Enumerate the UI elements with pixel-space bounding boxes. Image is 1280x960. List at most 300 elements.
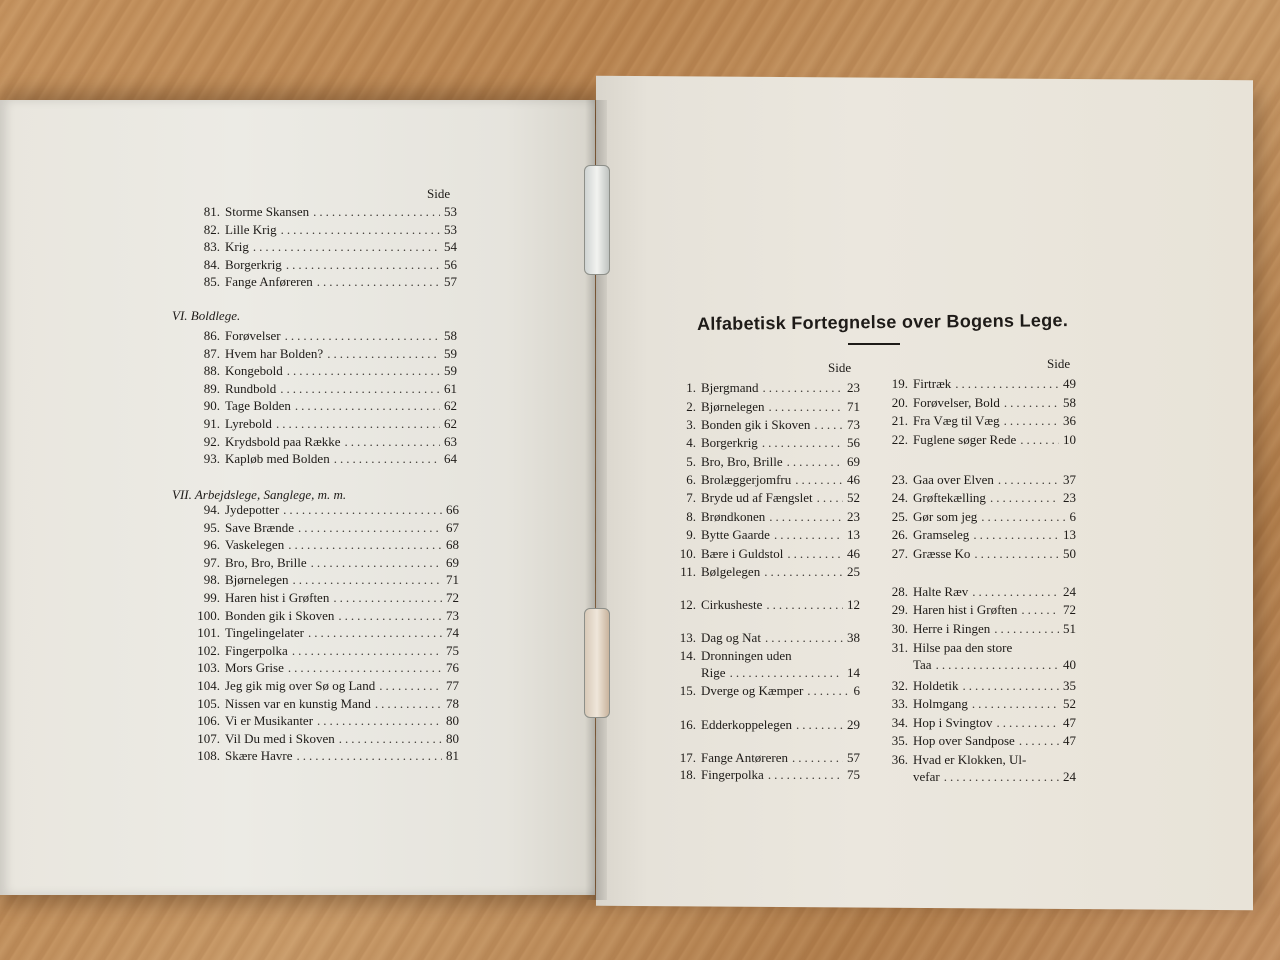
entry-title: Hilse paa den store xyxy=(913,640,1013,655)
entry-number: 88. xyxy=(203,363,220,379)
entry-title: Krig xyxy=(225,239,249,255)
entry-number: 12. xyxy=(679,597,696,612)
dot-leader xyxy=(375,696,442,712)
dot-leader xyxy=(974,546,1059,562)
toc-entry xyxy=(884,527,1076,543)
entry-page: 69 xyxy=(847,454,860,469)
entry-title: Save Brænde xyxy=(225,519,294,535)
entry-number: 92. xyxy=(203,433,220,449)
entry-title: Tage Bolden xyxy=(225,398,291,414)
entry-title: Hop i Svingtov xyxy=(913,715,993,730)
entry-number: 2. xyxy=(686,399,696,414)
entry-number: 89. xyxy=(203,380,220,396)
entry-title: Fingerpolka xyxy=(225,642,288,658)
toc-entry xyxy=(190,222,457,238)
entry-title: Cirkusheste xyxy=(701,597,763,612)
entry-title: Firtræk xyxy=(913,376,952,391)
toc-entry xyxy=(190,731,459,747)
entry-title: Bytte Gaarde xyxy=(701,527,770,542)
entry-number: 33. xyxy=(891,696,908,711)
entry-title: Hop over Sandpose xyxy=(913,733,1015,748)
toc-entry xyxy=(190,643,459,659)
entry-page: 80 xyxy=(446,713,459,729)
entry-page: 72 xyxy=(446,590,459,605)
dot-leader xyxy=(1004,395,1059,411)
entry-title: Tingelingelater xyxy=(225,625,304,641)
dot-leader xyxy=(973,527,1059,543)
entry-number: 11. xyxy=(680,564,696,579)
entry-page: 53 xyxy=(444,204,457,219)
entry-number: 104. xyxy=(197,678,220,693)
dot-leader xyxy=(981,509,1065,525)
entry-title: Mors Grise xyxy=(225,660,284,676)
toc-entry xyxy=(190,398,457,414)
toc-entry xyxy=(190,451,457,467)
entry-page: 77 xyxy=(446,678,459,693)
entry-title: Edderkoppelegen xyxy=(701,717,792,732)
entry-number: 108. xyxy=(197,748,220,764)
dot-leader xyxy=(990,490,1059,506)
dot-leader xyxy=(334,451,440,467)
entry-title: Holmgang xyxy=(913,696,968,711)
entry-number: 15. xyxy=(679,683,696,698)
toc-entry xyxy=(190,274,457,290)
entry-number: 86. xyxy=(203,328,220,343)
entry-title-continued: vefar xyxy=(913,769,940,784)
entry-number: 16. xyxy=(679,717,696,732)
dot-leader xyxy=(298,520,442,536)
entry-number: 102. xyxy=(197,642,220,658)
entry-page: 59 xyxy=(444,363,457,379)
toc-entry xyxy=(190,502,459,518)
entry-page: 46 xyxy=(847,546,860,561)
dot-leader xyxy=(286,257,440,273)
entry-page: 35 xyxy=(1063,678,1076,693)
entry-page: 51 xyxy=(1063,621,1076,636)
entry-title: Fange Antøreren xyxy=(701,750,789,765)
toc-entry xyxy=(190,678,459,694)
entry-number: 7. xyxy=(686,490,696,505)
entry-title: Kapløb med Bolden xyxy=(225,451,330,467)
entry-title: Bro, Bro, Brille xyxy=(701,454,783,469)
dot-leader xyxy=(796,717,843,733)
entry-number: 19. xyxy=(891,376,908,391)
entry-number: 30. xyxy=(891,621,908,636)
entry-number: 29. xyxy=(891,602,908,617)
entry-title: Jeg gik mig over Sø og Land xyxy=(225,678,376,693)
toc-entry xyxy=(676,564,860,580)
entry-number: 87. xyxy=(203,345,220,361)
entry-title: Fingerpolka xyxy=(701,767,764,782)
entry-number: 105. xyxy=(197,695,220,711)
entry-number: 9. xyxy=(686,527,696,542)
entry-number: 32. xyxy=(891,678,908,693)
dot-leader xyxy=(281,222,440,238)
toc-entry xyxy=(190,625,459,641)
dot-leader xyxy=(1020,432,1059,448)
toc-entry xyxy=(676,648,792,664)
dot-leader xyxy=(1019,733,1059,749)
entry-page: 59 xyxy=(444,345,457,361)
entry-page: 75 xyxy=(847,767,860,782)
entry-title: Haren hist i Grøften xyxy=(225,590,330,605)
toc-entry xyxy=(190,239,457,255)
entry-title: Jydepotter xyxy=(225,502,280,517)
entry-title: Græsse Ko xyxy=(913,546,971,561)
toc-entry-continued xyxy=(701,665,860,681)
toc-entry-continued xyxy=(913,769,1076,785)
dot-leader xyxy=(769,399,843,415)
entry-page: 73 xyxy=(446,607,459,623)
toc-entry xyxy=(676,683,860,699)
toc-entry xyxy=(676,509,860,525)
entry-page: 63 xyxy=(444,433,457,449)
entry-page: 58 xyxy=(1063,395,1076,410)
entry-number: 98. xyxy=(203,572,220,588)
dot-leader xyxy=(1021,602,1059,618)
entry-page: 61 xyxy=(444,380,457,396)
entry-page: 50 xyxy=(1063,546,1076,561)
dot-leader xyxy=(817,490,843,506)
toc-entry xyxy=(190,555,459,571)
toc-entry xyxy=(676,546,860,562)
entry-page: 67 xyxy=(446,519,459,535)
entry-title: Bjørnelegen xyxy=(701,399,765,414)
entry-title: Storme Skansen xyxy=(225,204,310,219)
entry-title: Nissen var en kunstig Mand xyxy=(225,695,371,711)
dot-leader xyxy=(807,683,849,699)
entry-title: Grøftekælling xyxy=(913,490,986,505)
entry-title: Brolæggerjomfru xyxy=(701,472,792,487)
entry-number: 6. xyxy=(686,472,696,487)
entry-number: 3. xyxy=(686,417,696,432)
entry-title: Holdetik xyxy=(913,678,959,693)
dot-leader xyxy=(333,590,442,606)
toc-entry xyxy=(884,602,1076,618)
entry-number: 103. xyxy=(197,660,220,676)
toc-entry xyxy=(884,509,1076,525)
section-vi-title: VI. Boldlege. xyxy=(172,308,241,323)
entry-page: 47 xyxy=(1063,715,1076,730)
toc-entry xyxy=(190,257,457,273)
entry-title: Bjergmand xyxy=(701,380,759,395)
dot-leader xyxy=(317,274,440,290)
entry-page: 37 xyxy=(1063,472,1076,487)
entry-number: 5. xyxy=(686,454,696,469)
entry-title: Bølgelegen xyxy=(701,564,761,579)
dot-leader xyxy=(972,584,1059,600)
entry-page: 56 xyxy=(847,435,860,450)
toc-entry xyxy=(676,399,860,415)
entry-page: 52 xyxy=(847,490,860,505)
toc-entry xyxy=(884,640,1012,656)
toc-entry xyxy=(884,413,1076,429)
entry-number: 96. xyxy=(203,537,220,553)
toc-entry xyxy=(190,537,459,553)
entry-page: 10 xyxy=(1063,432,1076,447)
toc-entry xyxy=(190,381,457,397)
entry-page: 76 xyxy=(446,660,459,676)
entry-number: 90. xyxy=(203,398,220,414)
dot-leader xyxy=(996,715,1059,731)
entry-number: 107. xyxy=(197,730,220,746)
entry-page: 71 xyxy=(847,399,860,414)
entry-title: Gramseleg xyxy=(913,527,970,542)
entry-title: Gør som jeg xyxy=(913,509,978,524)
entry-title: Gaa over Elven xyxy=(913,472,994,487)
entry-title: Fange Anføreren xyxy=(225,274,313,290)
dot-leader xyxy=(765,630,843,646)
toc-entry xyxy=(884,546,1076,562)
entry-title: Borgerkrig xyxy=(225,256,282,272)
dot-leader xyxy=(295,398,440,414)
dot-leader xyxy=(317,713,442,729)
dot-leader xyxy=(994,621,1059,637)
dot-leader xyxy=(936,657,1059,673)
entry-title: Forøvelser xyxy=(225,328,281,343)
upper-staple xyxy=(584,165,610,275)
entry-page: 58 xyxy=(444,328,457,343)
entry-title: Halte Ræv xyxy=(913,584,969,599)
entry-number: 31. xyxy=(891,640,908,655)
dot-leader xyxy=(814,417,843,433)
entry-page: 29 xyxy=(847,717,860,732)
toc-entry xyxy=(884,678,1076,694)
toc-entry xyxy=(190,696,459,712)
entry-number: 10. xyxy=(679,546,696,561)
entry-page: 46 xyxy=(847,472,860,487)
entry-number: 17. xyxy=(679,750,696,765)
entry-page: 80 xyxy=(446,730,459,746)
dot-leader xyxy=(944,769,1059,785)
entry-number: 23. xyxy=(891,472,908,487)
entry-page: 57 xyxy=(444,274,457,290)
dot-leader xyxy=(308,625,442,641)
toc-entry xyxy=(884,715,1076,731)
entry-page: 57 xyxy=(847,750,860,765)
toc-entry xyxy=(884,752,1026,768)
toc-entry xyxy=(676,417,860,433)
entry-number: 91. xyxy=(203,416,220,431)
toc-entry xyxy=(676,380,860,396)
dot-leader xyxy=(288,537,442,553)
entry-page: 13 xyxy=(847,527,860,542)
entry-number: 36. xyxy=(891,752,908,767)
entry-number: 101. xyxy=(197,625,220,641)
entry-page: 62 xyxy=(444,398,457,414)
entry-title: Fuglene søger Rede xyxy=(913,432,1017,447)
entry-title: Bære i Guldstol xyxy=(701,546,784,561)
toc-entry xyxy=(190,328,457,344)
entry-title: Krydsbold paa Række xyxy=(225,433,341,449)
entry-title: Skære Havre xyxy=(225,748,293,764)
entry-number: 85. xyxy=(203,274,220,290)
toc-entry xyxy=(190,434,457,450)
entry-page: 12 xyxy=(847,597,860,612)
entry-number: 4. xyxy=(686,435,696,450)
entry-page: 53 xyxy=(444,221,457,237)
entry-title: Rundbold xyxy=(225,380,277,396)
entry-number: 24. xyxy=(891,490,908,505)
entry-number: 1. xyxy=(686,380,696,395)
dot-leader xyxy=(795,472,843,488)
toc-entry xyxy=(676,527,860,543)
entry-page: 78 xyxy=(446,695,459,711)
entry-title: Dag og Nat xyxy=(701,630,761,645)
dot-leader xyxy=(285,328,440,344)
toc-entry xyxy=(884,395,1076,411)
dot-leader xyxy=(955,376,1059,392)
toc-entry xyxy=(190,590,459,606)
entry-page: 6 xyxy=(853,683,860,698)
dot-leader xyxy=(338,608,442,624)
title-rule xyxy=(848,343,900,345)
entry-page: 75 xyxy=(446,642,459,658)
entry-page: 64 xyxy=(444,451,457,467)
entry-number: 97. xyxy=(203,554,220,570)
entry-number: 26. xyxy=(891,527,908,542)
dot-leader xyxy=(768,767,843,783)
entry-number: 25. xyxy=(891,509,908,524)
dot-leader xyxy=(766,597,843,613)
toc-entry-continued xyxy=(913,657,1076,673)
entry-page: 47 xyxy=(1063,733,1076,748)
entry-page: 71 xyxy=(446,572,459,588)
dot-leader xyxy=(998,472,1059,488)
entry-page: 24 xyxy=(1063,769,1076,784)
entry-title: Vil Du med i Skoven xyxy=(225,730,335,746)
toc-entry xyxy=(190,363,457,379)
entry-page: 66 xyxy=(446,502,459,517)
entry-page: 52 xyxy=(1063,696,1076,711)
entry-number: 8. xyxy=(686,509,696,524)
entry-title: Bonden gik i Skoven xyxy=(225,607,335,623)
entry-title: Forøvelser, Bold xyxy=(913,395,1000,410)
entry-page: 72 xyxy=(1063,602,1076,617)
toc-entry xyxy=(676,750,860,766)
toc-entry xyxy=(190,660,459,676)
dot-leader xyxy=(1004,413,1059,429)
entry-number: 95. xyxy=(203,519,220,535)
dot-leader xyxy=(787,454,843,470)
dot-leader xyxy=(280,381,440,397)
toc-entry xyxy=(190,572,459,588)
entry-number: 21. xyxy=(891,413,908,428)
entry-title: Herre i Ringen xyxy=(913,621,991,636)
entry-title: Bjørnelegen xyxy=(225,572,289,588)
dot-leader xyxy=(774,527,843,543)
entry-page: 23 xyxy=(847,380,860,395)
entry-title: Dronningen uden xyxy=(701,648,792,663)
toc-entry xyxy=(676,717,860,733)
toc-entry xyxy=(676,597,860,613)
entry-page: 62 xyxy=(444,416,457,431)
entry-title: Vi er Musikanter xyxy=(225,713,314,729)
toc-entry xyxy=(190,204,457,220)
dot-leader xyxy=(311,555,442,571)
toc-entry xyxy=(190,748,459,764)
toc-entry xyxy=(190,713,459,729)
entry-page: 73 xyxy=(847,417,860,432)
toc-entry xyxy=(676,454,860,470)
entry-number: 13. xyxy=(679,630,696,645)
entry-page: 81 xyxy=(446,748,459,764)
toc-entry xyxy=(676,767,860,783)
entry-number: 81. xyxy=(203,204,220,219)
entry-title: Borgerkrig xyxy=(701,435,758,450)
entry-page: 25 xyxy=(847,564,860,579)
section-vii-title: VII. Arbejdslege, Sanglege, m. m. xyxy=(172,487,347,502)
dot-leader xyxy=(792,750,843,766)
dot-leader xyxy=(292,643,442,659)
dot-leader xyxy=(297,748,442,764)
toc-entry xyxy=(884,376,1076,392)
dot-leader xyxy=(288,660,442,676)
entry-number: 94. xyxy=(203,502,220,517)
toc-entry xyxy=(884,490,1076,506)
dot-leader xyxy=(763,380,843,396)
toc-entry xyxy=(676,490,860,506)
entry-page: 38 xyxy=(847,630,860,645)
dot-leader xyxy=(313,204,440,220)
entry-title: Bonden gik i Skoven xyxy=(701,417,811,432)
entry-number: 34. xyxy=(891,715,908,730)
entry-title-continued: Taa xyxy=(913,657,932,672)
toc-entry xyxy=(190,416,457,432)
toc-entry xyxy=(884,472,1076,488)
entry-title: Vaskelegen xyxy=(225,537,285,553)
toc-entry xyxy=(676,472,860,488)
entry-page: 36 xyxy=(1063,413,1076,428)
dot-leader xyxy=(764,564,843,580)
dot-leader xyxy=(293,572,442,588)
dot-leader xyxy=(253,239,440,255)
dot-leader xyxy=(327,346,440,362)
entry-title: Brøndkonen xyxy=(701,509,766,524)
dot-leader xyxy=(287,363,440,379)
entry-title: Fra Væg til Væg xyxy=(913,413,1000,428)
toc-entry xyxy=(884,432,1076,448)
entry-number: 22. xyxy=(891,432,908,447)
entry-number: 20. xyxy=(891,395,908,410)
entry-page: 54 xyxy=(444,239,457,255)
dot-leader xyxy=(283,502,442,518)
entry-number: 82. xyxy=(203,221,220,237)
entry-title: Lille Krig xyxy=(225,221,277,237)
entry-page: 23 xyxy=(1063,490,1076,505)
entry-number: 106. xyxy=(197,713,220,729)
entry-page: 40 xyxy=(1063,657,1076,672)
entry-page: 74 xyxy=(446,625,459,641)
dot-leader xyxy=(963,678,1060,694)
dot-leader xyxy=(339,731,442,747)
toc-entry xyxy=(884,733,1076,749)
dot-leader xyxy=(769,509,843,525)
dot-leader xyxy=(787,546,843,562)
dot-leader xyxy=(345,434,440,450)
lower-staple xyxy=(584,608,610,718)
entry-title: Hvem har Bolden? xyxy=(225,345,324,361)
entry-title: Bryde ud af Fængslet xyxy=(701,490,813,505)
entry-title: Dverge og Kæmper xyxy=(701,683,804,698)
toc-entry xyxy=(884,621,1076,637)
entry-page: 68 xyxy=(446,537,459,553)
entry-title: Hvad er Klokken, Ul- xyxy=(913,752,1027,767)
toc-entry xyxy=(190,608,459,624)
entry-page: 6 xyxy=(1069,509,1076,524)
dot-leader xyxy=(276,416,440,432)
toc-entry xyxy=(884,584,1076,600)
